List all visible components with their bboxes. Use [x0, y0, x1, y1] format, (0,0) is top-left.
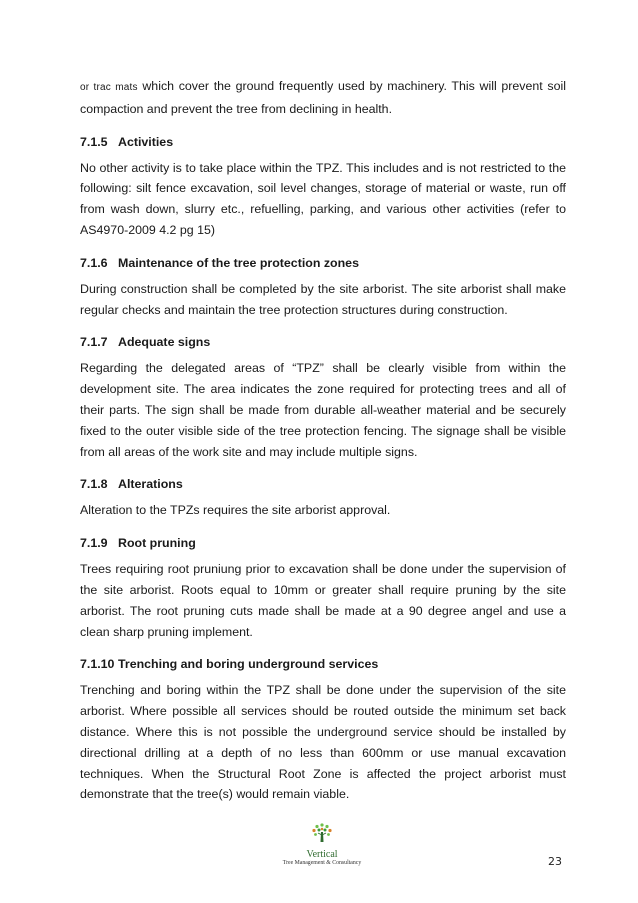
section-body-signs: Regarding the delegated areas of “TPZ” shall be clearly visible from within the development site. The area indicates the zone required for protecting trees and all of their parts. The sign shall be made from durable all-weather material and be securely fixed to the outer visible side of the tree protection fencing. The signage shall be visible from all areas of the work site and may include multiple signs. [80, 361, 566, 459]
section-heading-root-pruning [80, 535, 566, 551]
section-heading-maintenance [80, 255, 566, 271]
section-title: Trenching and boring underground services [118, 657, 379, 672]
page-number: 23 [548, 855, 562, 868]
section-heading-signs [80, 334, 566, 350]
section-title: Root pruning [118, 536, 196, 551]
section-number: 7.1.9 [80, 536, 108, 551]
section-number: 7.1.10 [80, 657, 115, 672]
section-number: 7.1.7 [80, 335, 108, 350]
section-body-root-pruning: Trees requiring root pruniung prior to excavation shall be done under the supervision of the site arborist. Roots equal to 10mm or greater shall require pruning by the site arborist. The root pruning cuts made shall be made at a 90 degree angel and use a clean sharp pruning implement. [80, 562, 566, 639]
logo-name: Vertical [306, 849, 338, 860]
page-content [80, 76, 566, 805]
section-title: Maintenance of the tree protection zones [118, 255, 359, 270]
section-title: Alterations [118, 477, 183, 492]
section-number: 7.1.6 [80, 255, 108, 270]
section-body-maintenance: During construction shall be completed by the site arborist. The site arborist shall make regular checks and maintain the tree protection structures during construction. [80, 281, 566, 317]
intro-lead: or trac mats [80, 82, 138, 93]
section-number: 7.1.8 [80, 477, 108, 492]
tree-logo-icon [309, 822, 335, 844]
section-heading-activities [80, 134, 566, 150]
section-body-alterations: Alteration to the TPZs requires the site arborist approval. [80, 503, 391, 518]
intro-text: which cover the ground frequently used by machinery. This will prevent soil compaction and prevent the tree from declining in health. [80, 79, 566, 116]
section-title: Adequate signs [118, 335, 211, 350]
section-title: Activities [118, 134, 174, 149]
section-heading-alterations [80, 476, 566, 492]
section-number: 7.1.5 [80, 134, 108, 149]
intro-paragraph [80, 76, 566, 120]
section-heading-trenching [80, 656, 566, 672]
section-body-trenching: Trenching and boring within the TPZ shall be done under the supervision of the site arborist. Where possible all services should be routed outside the minimum set back distance. Where this is not possible the underground service should be installed by directional drilling at a depth of no less than 600mm or use manual excavation techniques. When the Structural Root Zone is affected the project arborist must demonstrate that the tree(s) would remain viable. [80, 683, 566, 802]
footer-logo [272, 822, 372, 870]
section-body-activities: No other activity is to take place within the TPZ. This includes and is not restricted to the following: silt fence excavation, soil level changes, storage of material or waste, run off from wash down, slurry etc., refuelling, parking, and various other activities (refer to AS4970-2009 4.2 pg 15) [80, 160, 566, 237]
logo-tagline: Tree Management & Consultancy [282, 860, 362, 866]
